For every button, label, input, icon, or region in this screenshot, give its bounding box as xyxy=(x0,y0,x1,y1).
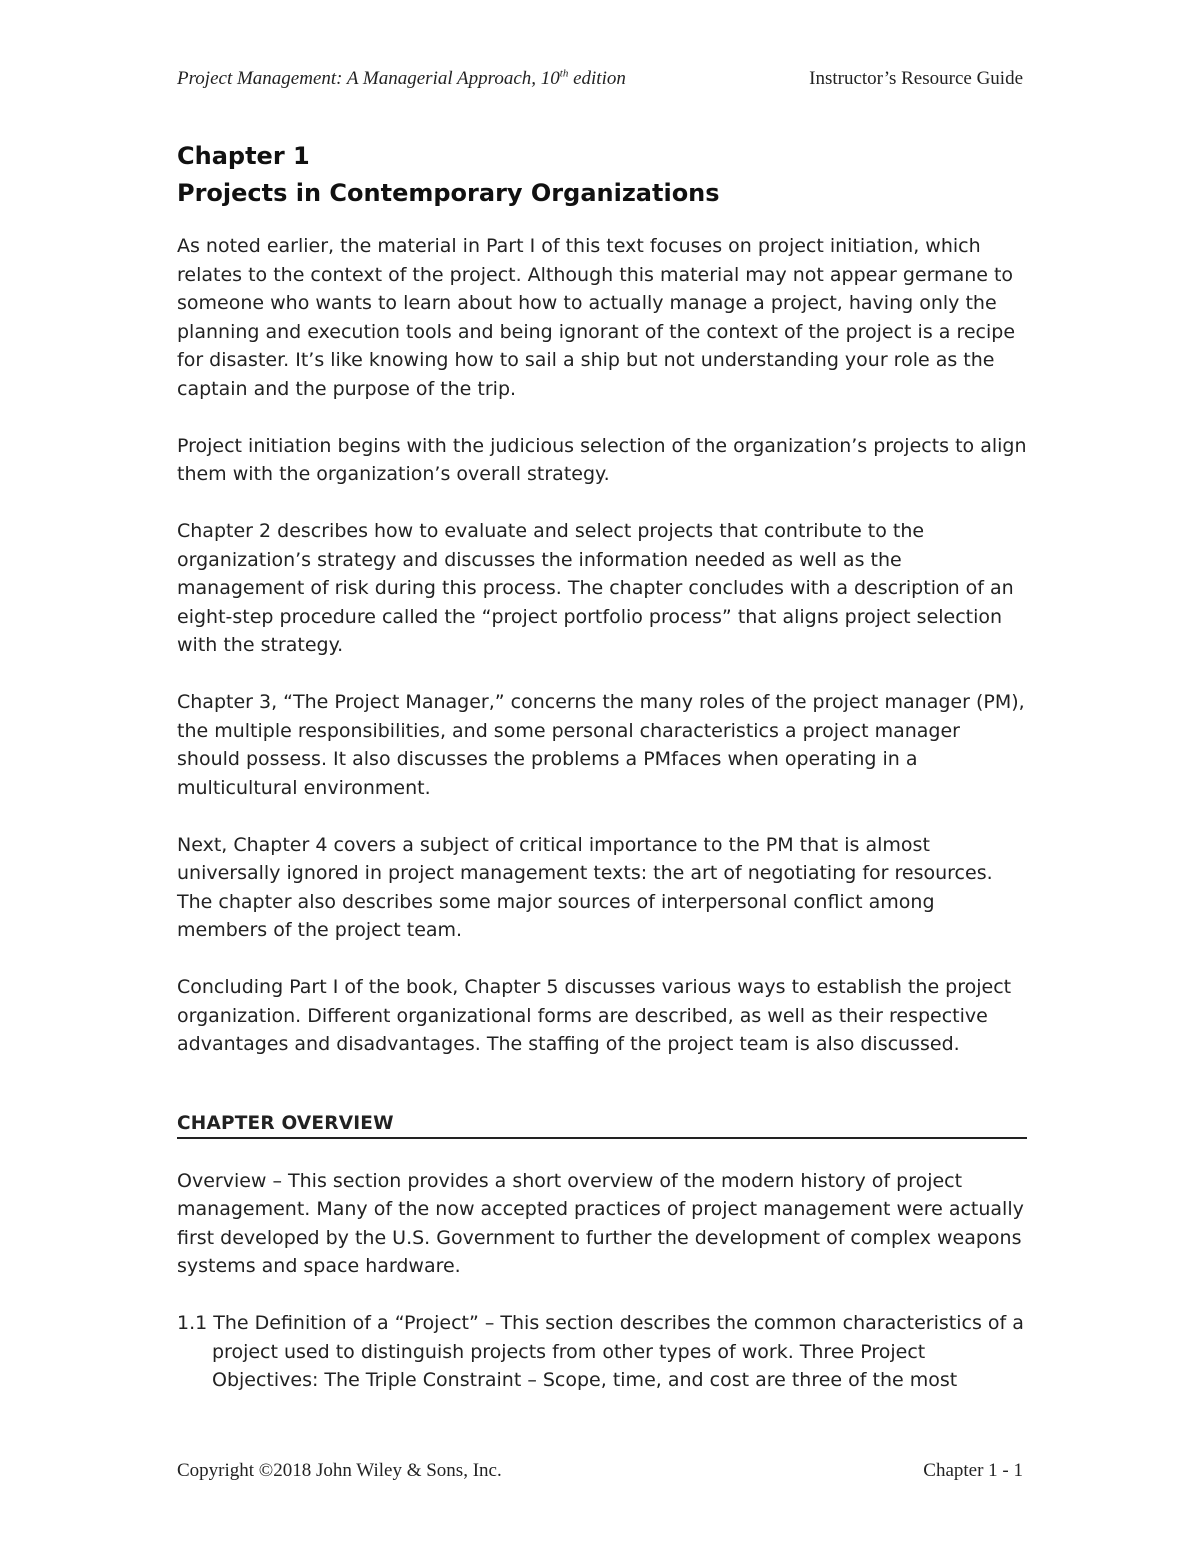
page-header xyxy=(177,68,1023,98)
overview-item-1-1: 1.1 The Definition of a “Project” – This section describes the common characteristics of a project used to distinguish projects from other types of work. Three Project Objectives: The Triple Constraint – Scope, time, and cost are three of the most xyxy=(177,1312,1024,1391)
chapter-overview-heading: CHAPTER OVERVIEW xyxy=(177,1111,1027,1139)
page-footer xyxy=(177,1460,1023,1490)
overview-intro: Overview – This section provides a short overview of the modern history of project management. Many of the now accepted practices of project management were actually first developed by the U.S. Government to further the development of complex weapons systems and space hardware. xyxy=(177,1169,1024,1277)
header-title-text: Project Management: A Managerial Approach, 10 xyxy=(177,68,560,89)
chapter-name: Projects in Contemporary Organizations xyxy=(177,179,720,207)
paragraph-chapter-2: Chapter 2 describes how to evaluate and select projects that contribute to the organization’s strategy and discusses the information needed as well as the management of risk during this process. The chapter concludes with a description of an eight-step procedure called the “project portfolio process” that aligns project selection with the strategy. xyxy=(177,520,1014,656)
footer-copyright: Copyright ©2018 John Wiley & Sons, Inc. xyxy=(177,1460,502,1481)
chapter-title xyxy=(177,138,1027,212)
paragraph-chapter-5: Concluding Part I of the book, Chapter 5 discusses various ways to establish the project organization. Different organizational forms are described, as well as their respective advantages and disadvantages. The staffing of the project team is also discussed. xyxy=(177,976,1012,1055)
paragraph-intro: As noted earlier, the material in Part I of this text focuses on project initiation, which relates to the context of the project. Although this material may not appear germane to someone who wants to learn about how to actually manage a project, having only the planning and execution tools and being ignorant of the context of the project is a recipe for disaster. It’s like knowing how to sail a ship but not understanding your role as the captain and the purpose of the trip. xyxy=(177,235,1016,400)
header-book-title xyxy=(177,68,626,90)
page-content xyxy=(177,138,1027,1395)
chapter-number: Chapter 1 xyxy=(177,142,310,170)
header-edition-suffix: edition xyxy=(568,68,626,89)
header-guide-title: Instructor’s Resource Guide xyxy=(809,68,1023,89)
paragraph-chapter-3: Chapter 3, “The Project Manager,” concerns the many roles of the project manager (PM), the multiple responsibilities, and some personal characteristics a project manager should possess. It also discusses the problems a PMfaces when operating in a multicultural environment. xyxy=(177,691,1025,799)
paragraph-chapter-4: Next, Chapter 4 covers a subject of critical importance to the PM that is almost universally ignored in project management texts: the art of negotiating for resources. The chapter also describes some major sources of interpersonal conflict among members of the project team. xyxy=(177,833,993,941)
footer-page-number: Chapter 1 - 1 xyxy=(923,1460,1023,1481)
paragraph-initiation: Project initiation begins with the judicious selection of the organization’s projects to align them with the organization’s overall strategy. xyxy=(177,434,1027,485)
header-edition-superscript: th xyxy=(559,67,569,80)
